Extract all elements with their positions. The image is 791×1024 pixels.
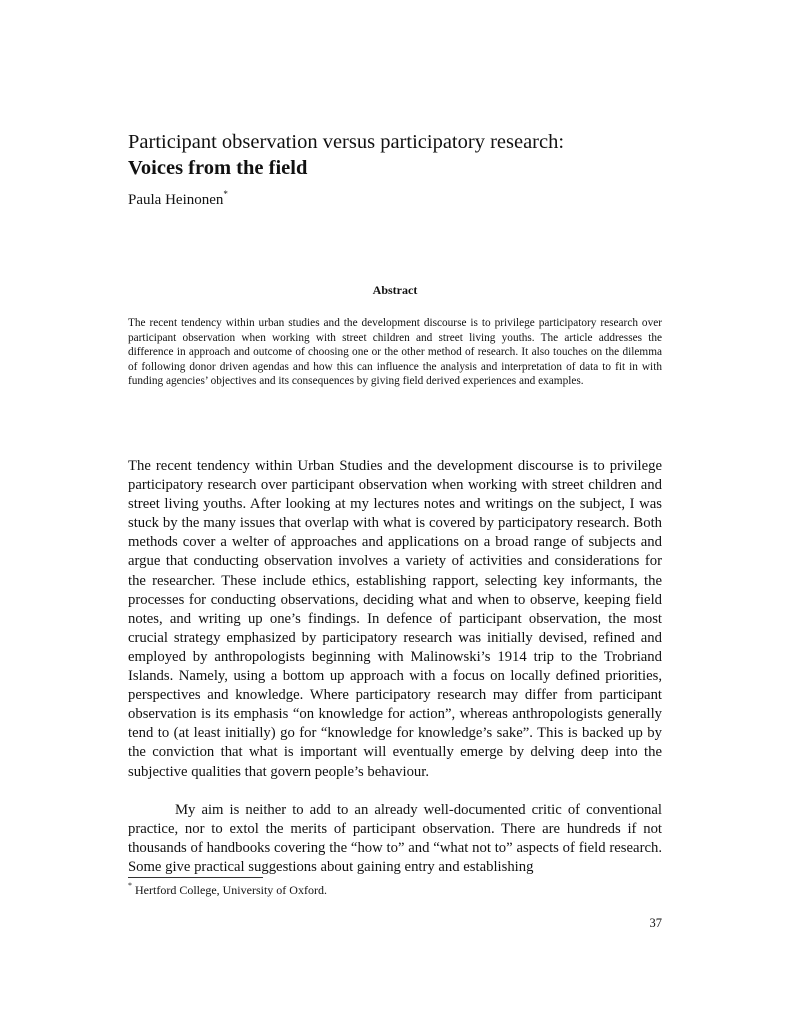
paper-title: [128, 129, 688, 181]
footnote-text: Hertford College, University of Oxford.: [135, 883, 327, 897]
footnote-mark: *: [128, 881, 132, 890]
body-paragraph-1: The recent tendency within Urban Studies and the development discourse is to privilege participatory research over participant observation when working with street children and street living youths. After looking at my lectures notes and writings on the subject, I was stuck by the many issues that overlap with what is covered by participatory research. Both methods cover a welter of approaches and applications on a broad range of subjects and argue that conducting observation involves a variety of activities and considerations for the researcher. These include ethics, establishing rapport, selecting key informants, the processes for conducting observations, deciding what and when to observe, keeping field notes, and writing up one’s findings. In defence of participant observation, the most crucial strategy emphasized by participatory research was initially devised, refined and employed by anthropologists beginning with Malinowski’s 1914 trip to the Trobriand Islands. Namely, using a bottom up approach with a focus on locally defined priorities, perspectives and knowledge. Where participatory research may differ from participant observation is its emphasis “on knowledge for action”, whereas anthropologists generally tend to (at least initially) go for “knowledge for knowledge’s sake”. This is backed up by the conviction that what is important will eventually emerge by delving deep into the subjective qualities that govern people’s behaviour.: [128, 458, 662, 780]
footnote-divider: [128, 877, 263, 878]
page-number: 37: [649, 916, 662, 930]
title-line-2: Voices from the field: [128, 157, 308, 179]
author-byline: [128, 189, 228, 209]
abstract-text: The recent tendency within urban studies and the development discourse is to privilege participatory research over participant observation when working with street children and street living youths. The article addresses the difference in approach and outcome of choosing one or the other method of research. It also touches on the dilemma of following donor driven agendas and how this can influence the analysis and interpretation of data to fit in with funding agencies’ objectives and its consequences by giving field derived experiences and examples.: [128, 317, 662, 388]
author-name: Paula Heinonen: [128, 192, 224, 208]
footnote: [128, 883, 327, 898]
title-line-1: Participant observation versus participatory research:: [128, 131, 565, 153]
abstract-heading: Abstract: [372, 283, 418, 297]
body-paragraph-2: My aim is neither to add to an already well-documented critic of conventional practice, nor to extol the merits of participant observation. There are hundreds if not thousands of handbooks covering the “how to” and “what not to” aspects of field research. Some give practical suggestions about gaining entry and establishing: [128, 801, 662, 875]
body-text: [128, 457, 662, 877]
author-footnote-mark: *: [223, 189, 228, 199]
